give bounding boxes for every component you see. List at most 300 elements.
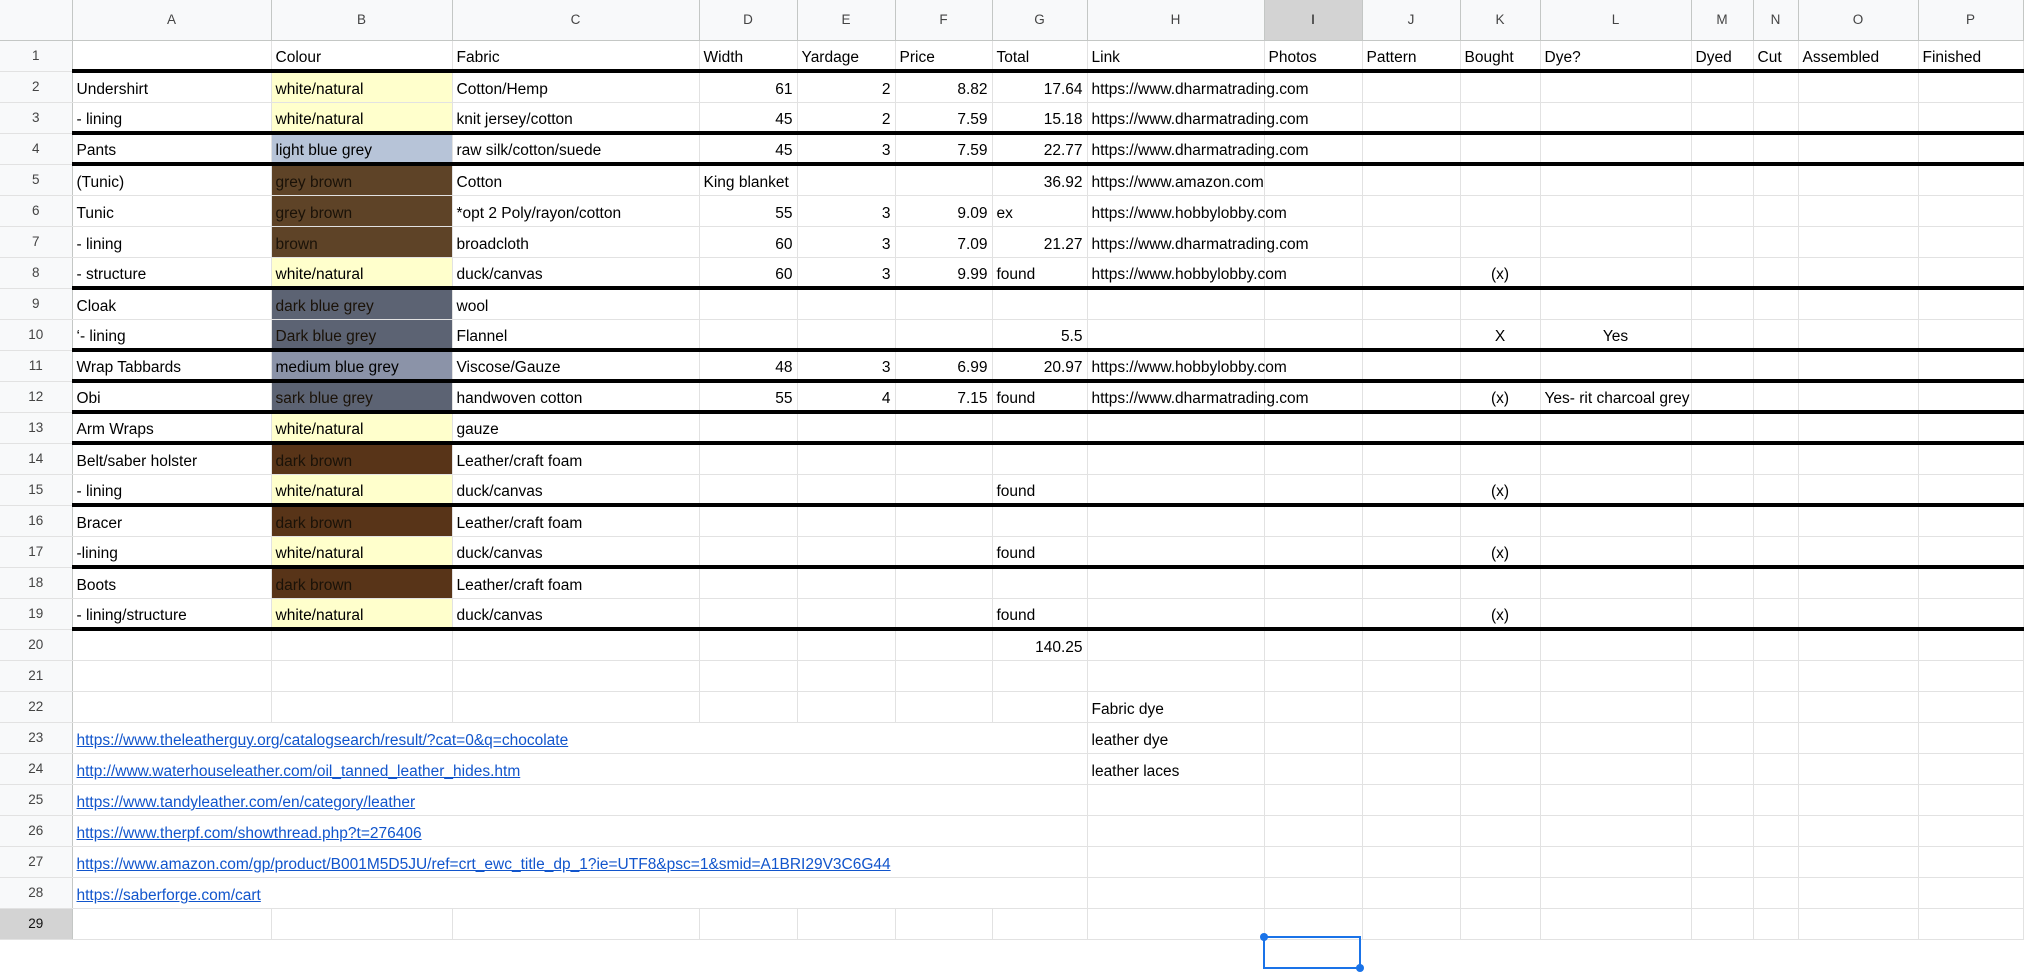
cell-p15[interactable]: [1918, 474, 2023, 505]
cell-n22[interactable]: [1753, 691, 1798, 722]
cell-e3[interactable]: 2: [797, 102, 895, 133]
cell-a20[interactable]: [72, 629, 271, 660]
header-cell-b[interactable]: Colour: [271, 40, 452, 71]
cell-p17[interactable]: [1918, 536, 2023, 567]
cell-j7[interactable]: [1362, 226, 1460, 257]
cell-d16[interactable]: [699, 505, 797, 536]
cell-f9[interactable]: [895, 288, 992, 319]
cell-i24[interactable]: [1264, 753, 1362, 784]
cell-m13[interactable]: [1691, 412, 1753, 443]
header-cell-j[interactable]: Pattern: [1362, 40, 1460, 71]
cell-k23[interactable]: [1460, 722, 1540, 753]
row-header-16[interactable]: 16: [0, 505, 72, 536]
header-cell-f[interactable]: Price: [895, 40, 992, 71]
cell-c21[interactable]: [452, 660, 699, 691]
cell-n17[interactable]: [1753, 536, 1798, 567]
cell-d8[interactable]: 60: [699, 257, 797, 288]
row-header-18[interactable]: 18: [0, 567, 72, 598]
cell-h10[interactable]: [1087, 319, 1264, 350]
cell-l17[interactable]: [1540, 536, 1691, 567]
cell-o18[interactable]: [1798, 567, 1918, 598]
cell-d5[interactable]: King blanket: [699, 164, 797, 195]
cell-a22[interactable]: [72, 691, 271, 722]
cell-o6[interactable]: [1798, 195, 1918, 226]
cell-m19[interactable]: [1691, 598, 1753, 629]
cell-e6[interactable]: 3: [797, 195, 895, 226]
cell-b5[interactable]: grey brown: [271, 164, 452, 195]
cell-c22[interactable]: [452, 691, 699, 722]
cell-d20[interactable]: [699, 629, 797, 660]
cell-k4[interactable]: [1460, 133, 1540, 164]
cell-n10[interactable]: [1753, 319, 1798, 350]
cell-i10[interactable]: [1264, 319, 1362, 350]
cell-l8[interactable]: [1540, 257, 1691, 288]
cell-f22[interactable]: [895, 691, 992, 722]
cell-j17[interactable]: [1362, 536, 1460, 567]
cell-e11[interactable]: 3: [797, 350, 895, 381]
cell-h17[interactable]: [1087, 536, 1264, 567]
cell-p7[interactable]: [1918, 226, 2023, 257]
cell-a29[interactable]: [72, 908, 271, 939]
cell-f20[interactable]: [895, 629, 992, 660]
row-header-29[interactable]: 29: [0, 908, 72, 939]
header-cell-a[interactable]: [72, 40, 271, 71]
cell-a7[interactable]: - lining: [72, 226, 271, 257]
cell-d13[interactable]: [699, 412, 797, 443]
cell-h3[interactable]: https://www.dharmatrading.com: [1087, 102, 1264, 133]
cell-f5[interactable]: [895, 164, 992, 195]
cell-l20[interactable]: [1540, 629, 1691, 660]
cell-c16[interactable]: Leather/craft foam: [452, 505, 699, 536]
column-header-k[interactable]: K: [1460, 0, 1540, 40]
cell-p16[interactable]: [1918, 505, 2023, 536]
cell-m10[interactable]: [1691, 319, 1753, 350]
cell-p8[interactable]: [1918, 257, 2023, 288]
row-header-9[interactable]: 9: [0, 288, 72, 319]
cell-p5[interactable]: [1918, 164, 2023, 195]
cell-p22[interactable]: [1918, 691, 2023, 722]
cell-h9[interactable]: [1087, 288, 1264, 319]
cell-d29[interactable]: [699, 908, 797, 939]
cell-k15[interactable]: (x): [1460, 474, 1540, 505]
cell-k10[interactable]: X: [1460, 319, 1540, 350]
cell-o28[interactable]: [1798, 877, 1918, 908]
cell-p11[interactable]: [1918, 350, 2023, 381]
cell-h13[interactable]: [1087, 412, 1264, 443]
header-cell-m[interactable]: Dyed: [1691, 40, 1753, 71]
cell-o22[interactable]: [1798, 691, 1918, 722]
cell-d18[interactable]: [699, 567, 797, 598]
cell-f17[interactable]: [895, 536, 992, 567]
cell-l9[interactable]: [1540, 288, 1691, 319]
cell-g8[interactable]: found: [992, 257, 1087, 288]
cell-g5[interactable]: 36.92: [992, 164, 1087, 195]
cell-d9[interactable]: [699, 288, 797, 319]
cell-e17[interactable]: [797, 536, 895, 567]
selected-cell-outline[interactable]: [1263, 936, 1361, 969]
header-cell-o[interactable]: Assembled: [1798, 40, 1918, 71]
cell-l16[interactable]: [1540, 505, 1691, 536]
cell-a19[interactable]: - lining/structure: [72, 598, 271, 629]
cell-n15[interactable]: [1753, 474, 1798, 505]
cell-k24[interactable]: [1460, 753, 1540, 784]
cell-f7[interactable]: 7.09: [895, 226, 992, 257]
cell-g12[interactable]: found: [992, 381, 1087, 412]
cell-n19[interactable]: [1753, 598, 1798, 629]
cell-g20[interactable]: 140.25: [992, 629, 1087, 660]
cell-a4[interactable]: Pants: [72, 133, 271, 164]
cell-j8[interactable]: [1362, 257, 1460, 288]
cell-f29[interactable]: [895, 908, 992, 939]
cell-l7[interactable]: [1540, 226, 1691, 257]
cell-g16[interactable]: [992, 505, 1087, 536]
cell-k8[interactable]: (x): [1460, 257, 1540, 288]
cell-o13[interactable]: [1798, 412, 1918, 443]
cell-f6[interactable]: 9.09: [895, 195, 992, 226]
cell-b29[interactable]: [271, 908, 452, 939]
cell-k29[interactable]: [1460, 908, 1540, 939]
column-header-d[interactable]: D: [699, 0, 797, 40]
cell-j4[interactable]: [1362, 133, 1460, 164]
cell-j25[interactable]: [1362, 784, 1460, 815]
column-header-l[interactable]: L: [1540, 0, 1691, 40]
row-header-24[interactable]: 24: [0, 753, 72, 784]
cell-k6[interactable]: [1460, 195, 1540, 226]
cell-d7[interactable]: 60: [699, 226, 797, 257]
cell-b19[interactable]: white/natural: [271, 598, 452, 629]
cell-o12[interactable]: [1798, 381, 1918, 412]
cell-a24[interactable]: [72, 753, 1087, 784]
cell-m14[interactable]: [1691, 443, 1753, 474]
cell-h19[interactable]: [1087, 598, 1264, 629]
cell-i5[interactable]: [1264, 164, 1362, 195]
cell-n2[interactable]: [1753, 71, 1798, 102]
cell-a26[interactable]: [72, 815, 1087, 846]
cell-c7[interactable]: broadcloth: [452, 226, 699, 257]
cell-g2[interactable]: 17.64: [992, 71, 1087, 102]
cell-o26[interactable]: [1798, 815, 1918, 846]
cell-n27[interactable]: [1753, 846, 1798, 877]
row-header-23[interactable]: 23: [0, 722, 72, 753]
cell-o16[interactable]: [1798, 505, 1918, 536]
cell-a27[interactable]: [72, 846, 1087, 877]
cell-l12[interactable]: Yes- rit charcoal grey: [1540, 381, 1691, 412]
cell-h15[interactable]: [1087, 474, 1264, 505]
cell-l22[interactable]: [1540, 691, 1691, 722]
cell-g3[interactable]: 15.18: [992, 102, 1087, 133]
cell-j24[interactable]: [1362, 753, 1460, 784]
header-cell-k[interactable]: Bought: [1460, 40, 1540, 71]
cell-c4[interactable]: raw silk/cotton/suede: [452, 133, 699, 164]
cell-b4[interactable]: light blue grey: [271, 133, 452, 164]
cell-e10[interactable]: [797, 319, 895, 350]
link[interactable]: https://saberforge.com/cart: [76, 887, 261, 904]
cell-n4[interactable]: [1753, 133, 1798, 164]
cell-j29[interactable]: [1362, 908, 1460, 939]
link[interactable]: https://www.therpf.com/showthread.php?t=276406: [76, 825, 422, 842]
cell-e20[interactable]: [797, 629, 895, 660]
cell-d11[interactable]: 48: [699, 350, 797, 381]
column-header-o[interactable]: O: [1798, 0, 1918, 40]
cell-l23[interactable]: [1540, 722, 1691, 753]
cell-e15[interactable]: [797, 474, 895, 505]
cell-i13[interactable]: [1264, 412, 1362, 443]
cell-a11[interactable]: Wrap Tabbards: [72, 350, 271, 381]
cell-b9[interactable]: dark blue grey: [271, 288, 452, 319]
cell-f14[interactable]: [895, 443, 992, 474]
cell-e5[interactable]: [797, 164, 895, 195]
cell-n29[interactable]: [1753, 908, 1798, 939]
cell-b18[interactable]: dark brown: [271, 567, 452, 598]
cell-b20[interactable]: [271, 629, 452, 660]
cell-a23[interactable]: [72, 722, 1087, 753]
cell-h5[interactable]: https://www.amazon.com: [1087, 164, 1264, 195]
cell-k2[interactable]: [1460, 71, 1540, 102]
cell-a28[interactable]: [72, 877, 1087, 908]
cell-a25[interactable]: [72, 784, 1087, 815]
cell-k21[interactable]: [1460, 660, 1540, 691]
cell-g9[interactable]: [992, 288, 1087, 319]
row-header-20[interactable]: 20: [0, 629, 72, 660]
column-header-i[interactable]: I: [1264, 0, 1362, 40]
cell-d15[interactable]: [699, 474, 797, 505]
row-header-4[interactable]: 4: [0, 133, 72, 164]
column-header-m[interactable]: M: [1691, 0, 1753, 40]
cell-b3[interactable]: white/natural: [271, 102, 452, 133]
cell-p26[interactable]: [1918, 815, 2023, 846]
row-header-13[interactable]: 13: [0, 412, 72, 443]
cell-j16[interactable]: [1362, 505, 1460, 536]
cell-m3[interactable]: [1691, 102, 1753, 133]
cell-g19[interactable]: found: [992, 598, 1087, 629]
cell-m7[interactable]: [1691, 226, 1753, 257]
cell-b6[interactable]: grey brown: [271, 195, 452, 226]
cell-e18[interactable]: [797, 567, 895, 598]
cell-d19[interactable]: [699, 598, 797, 629]
cell-e13[interactable]: [797, 412, 895, 443]
cell-b22[interactable]: [271, 691, 452, 722]
cell-e8[interactable]: 3: [797, 257, 895, 288]
cell-o2[interactable]: [1798, 71, 1918, 102]
cell-n24[interactable]: [1753, 753, 1798, 784]
cell-h7[interactable]: https://www.dharmatrading.com: [1087, 226, 1264, 257]
row-header-14[interactable]: 14: [0, 443, 72, 474]
row-header-10[interactable]: 10: [0, 319, 72, 350]
cell-f21[interactable]: [895, 660, 992, 691]
cell-c9[interactable]: wool: [452, 288, 699, 319]
cell-h26[interactable]: [1087, 815, 1264, 846]
cell-b7[interactable]: brown: [271, 226, 452, 257]
cell-h23[interactable]: leather dye: [1087, 722, 1264, 753]
cell-g22[interactable]: [992, 691, 1087, 722]
cell-h6[interactable]: https://www.hobbylobby.com: [1087, 195, 1264, 226]
cell-h12[interactable]: https://www.dharmatrading.com: [1087, 381, 1264, 412]
cell-o17[interactable]: [1798, 536, 1918, 567]
cell-c15[interactable]: duck/canvas: [452, 474, 699, 505]
cell-n9[interactable]: [1753, 288, 1798, 319]
cell-i15[interactable]: [1264, 474, 1362, 505]
cell-i29[interactable]: [1264, 908, 1362, 939]
cell-o23[interactable]: [1798, 722, 1918, 753]
cell-m9[interactable]: [1691, 288, 1753, 319]
cell-e7[interactable]: 3: [797, 226, 895, 257]
fill-handle[interactable]: [1356, 964, 1364, 972]
cell-o4[interactable]: [1798, 133, 1918, 164]
cell-o25[interactable]: [1798, 784, 1918, 815]
cell-k17[interactable]: (x): [1460, 536, 1540, 567]
cell-k14[interactable]: [1460, 443, 1540, 474]
cell-h24[interactable]: leather laces: [1087, 753, 1264, 784]
row-header-26[interactable]: 26: [0, 815, 72, 846]
cell-c11[interactable]: Viscose/Gauze: [452, 350, 699, 381]
column-header-j[interactable]: J: [1362, 0, 1460, 40]
cell-n23[interactable]: [1753, 722, 1798, 753]
cell-f19[interactable]: [895, 598, 992, 629]
cell-a8[interactable]: - structure: [72, 257, 271, 288]
cell-n18[interactable]: [1753, 567, 1798, 598]
cell-e9[interactable]: [797, 288, 895, 319]
cell-a6[interactable]: Tunic: [72, 195, 271, 226]
cell-j12[interactable]: [1362, 381, 1460, 412]
cell-j15[interactable]: [1362, 474, 1460, 505]
column-header-h[interactable]: H: [1087, 0, 1264, 40]
cell-k13[interactable]: [1460, 412, 1540, 443]
cell-i19[interactable]: [1264, 598, 1362, 629]
column-header-a[interactable]: A: [72, 0, 271, 40]
cell-c17[interactable]: duck/canvas: [452, 536, 699, 567]
cell-p6[interactable]: [1918, 195, 2023, 226]
cell-c6[interactable]: *opt 2 Poly/rayon/cotton: [452, 195, 699, 226]
cell-m17[interactable]: [1691, 536, 1753, 567]
column-header-n[interactable]: N: [1753, 0, 1798, 40]
row-header-17[interactable]: 17: [0, 536, 72, 567]
cell-e12[interactable]: 4: [797, 381, 895, 412]
cell-k20[interactable]: [1460, 629, 1540, 660]
cell-f16[interactable]: [895, 505, 992, 536]
cell-d3[interactable]: 45: [699, 102, 797, 133]
cell-k27[interactable]: [1460, 846, 1540, 877]
cell-n13[interactable]: [1753, 412, 1798, 443]
cell-a21[interactable]: [72, 660, 271, 691]
cell-h28[interactable]: [1087, 877, 1264, 908]
cell-l5[interactable]: [1540, 164, 1691, 195]
cell-i21[interactable]: [1264, 660, 1362, 691]
cell-m24[interactable]: [1691, 753, 1753, 784]
cell-c19[interactable]: duck/canvas: [452, 598, 699, 629]
cell-m26[interactable]: [1691, 815, 1753, 846]
cell-d21[interactable]: [699, 660, 797, 691]
cell-m20[interactable]: [1691, 629, 1753, 660]
cell-m6[interactable]: [1691, 195, 1753, 226]
cell-c29[interactable]: [452, 908, 699, 939]
cell-c5[interactable]: Cotton: [452, 164, 699, 195]
cell-o3[interactable]: [1798, 102, 1918, 133]
cell-l10[interactable]: Yes: [1540, 319, 1691, 350]
cell-l25[interactable]: [1540, 784, 1691, 815]
row-header-11[interactable]: 11: [0, 350, 72, 381]
column-header-f[interactable]: F: [895, 0, 992, 40]
cell-g14[interactable]: [992, 443, 1087, 474]
cell-m22[interactable]: [1691, 691, 1753, 722]
cell-g7[interactable]: 21.27: [992, 226, 1087, 257]
cell-l6[interactable]: [1540, 195, 1691, 226]
cell-b8[interactable]: white/natural: [271, 257, 452, 288]
cell-o11[interactable]: [1798, 350, 1918, 381]
cell-c12[interactable]: handwoven cotton: [452, 381, 699, 412]
cell-i17[interactable]: [1264, 536, 1362, 567]
select-all-corner[interactable]: [0, 0, 72, 40]
link[interactable]: http://www.waterhouseleather.com/oil_tanned_leather_hides.htm: [76, 763, 521, 780]
cell-b11[interactable]: medium blue grey: [271, 350, 452, 381]
header-cell-i[interactable]: Photos: [1264, 40, 1362, 71]
cell-c10[interactable]: Flannel: [452, 319, 699, 350]
cell-a2[interactable]: Undershirt: [72, 71, 271, 102]
cell-e2[interactable]: 2: [797, 71, 895, 102]
cell-p12[interactable]: [1918, 381, 2023, 412]
cell-h27[interactable]: [1087, 846, 1264, 877]
cell-l28[interactable]: [1540, 877, 1691, 908]
cell-h25[interactable]: [1087, 784, 1264, 815]
cell-c18[interactable]: Leather/craft foam: [452, 567, 699, 598]
cell-e16[interactable]: [797, 505, 895, 536]
cell-n26[interactable]: [1753, 815, 1798, 846]
cell-h18[interactable]: [1087, 567, 1264, 598]
cell-b12[interactable]: sark blue grey: [271, 381, 452, 412]
cell-o8[interactable]: [1798, 257, 1918, 288]
cell-e19[interactable]: [797, 598, 895, 629]
cell-a9[interactable]: Cloak: [72, 288, 271, 319]
cell-h2[interactable]: https://www.dharmatrading.com: [1087, 71, 1264, 102]
cell-h29[interactable]: [1087, 908, 1264, 939]
cell-j23[interactable]: [1362, 722, 1460, 753]
cell-p29[interactable]: [1918, 908, 2023, 939]
cell-j2[interactable]: [1362, 71, 1460, 102]
column-header-c[interactable]: C: [452, 0, 699, 40]
cell-j28[interactable]: [1362, 877, 1460, 908]
cell-l3[interactable]: [1540, 102, 1691, 133]
cell-m27[interactable]: [1691, 846, 1753, 877]
cell-e14[interactable]: [797, 443, 895, 474]
cell-l24[interactable]: [1540, 753, 1691, 784]
row-header-1[interactable]: 1: [0, 40, 72, 71]
cell-h4[interactable]: https://www.dharmatrading.com: [1087, 133, 1264, 164]
cell-k11[interactable]: [1460, 350, 1540, 381]
cell-m15[interactable]: [1691, 474, 1753, 505]
cell-l29[interactable]: [1540, 908, 1691, 939]
cell-p27[interactable]: [1918, 846, 2023, 877]
cell-l18[interactable]: [1540, 567, 1691, 598]
cell-f12[interactable]: 7.15: [895, 381, 992, 412]
cell-l13[interactable]: [1540, 412, 1691, 443]
cell-k9[interactable]: [1460, 288, 1540, 319]
cell-m8[interactable]: [1691, 257, 1753, 288]
cell-m16[interactable]: [1691, 505, 1753, 536]
cell-j27[interactable]: [1362, 846, 1460, 877]
cell-a13[interactable]: Arm Wraps: [72, 412, 271, 443]
cell-j10[interactable]: [1362, 319, 1460, 350]
cell-k25[interactable]: [1460, 784, 1540, 815]
cell-b17[interactable]: white/natural: [271, 536, 452, 567]
header-cell-h[interactable]: Link: [1087, 40, 1264, 71]
cell-a18[interactable]: Boots: [72, 567, 271, 598]
row-header-7[interactable]: 7: [0, 226, 72, 257]
header-cell-c[interactable]: Fabric: [452, 40, 699, 71]
row-header-2[interactable]: 2: [0, 71, 72, 102]
cell-p4[interactable]: [1918, 133, 2023, 164]
cell-j22[interactable]: [1362, 691, 1460, 722]
cell-k12[interactable]: (x): [1460, 381, 1540, 412]
cell-l4[interactable]: [1540, 133, 1691, 164]
